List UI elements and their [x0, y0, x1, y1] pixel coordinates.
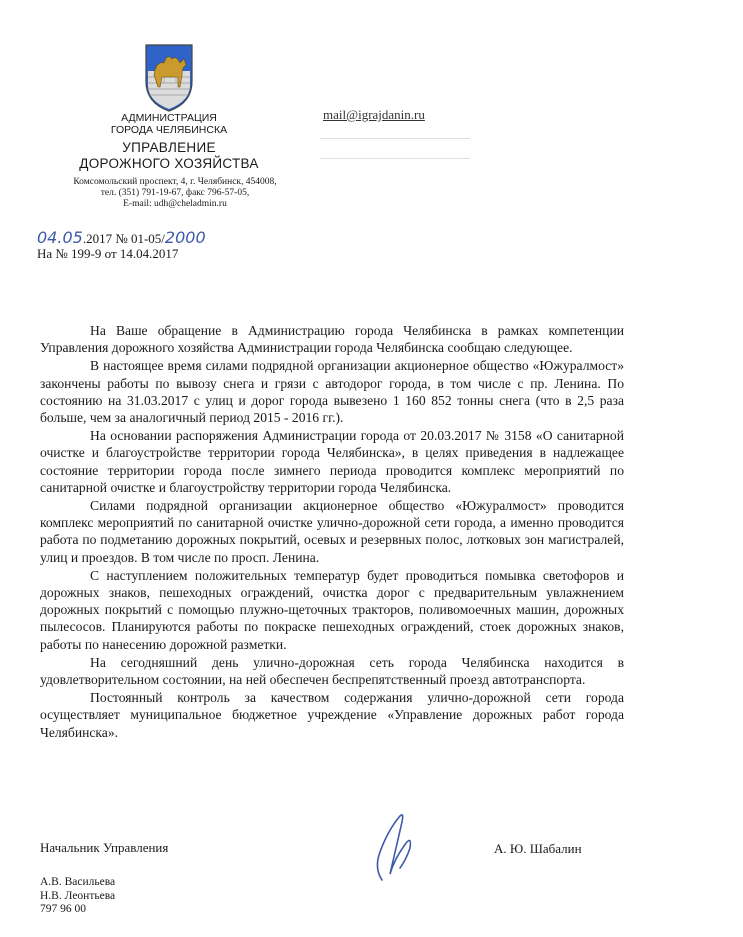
- executor-2: Н.В. Леонтьева: [40, 889, 116, 902]
- executors-block: [40, 876, 115, 917]
- paragraph-3: На основании распоряжения Администрации города от 20.03.2017 № 3158 «О санитарной очистке и благоустройстве территории города Челябинска», в целях приведения в надлежащее состояние территории города после зимнего периода проводится комплекс мероприятий по санитарной очистке и благоустройству территории города Челябинска.: [40, 428, 624, 495]
- recipient-email[interactable]: mail@igrajdanin.ru: [323, 107, 425, 122]
- department-contacts: [50, 177, 300, 210]
- department-name: [40, 140, 298, 172]
- dept-line-1: УПРАВЛЕНИЕ: [122, 140, 216, 155]
- letter-body: [40, 322, 624, 741]
- executor-1: А.В. Васильева: [40, 876, 116, 888]
- org-line-2: ГОРОДА ЧЕЛЯБИНСКА: [110, 124, 228, 136]
- date-year: .2017: [82, 231, 113, 246]
- phone-line: тел. (351) 791-19-67, факс 796-57-05,: [100, 188, 250, 198]
- faint-line: [320, 158, 470, 159]
- signatory-title: Начальник Управления: [40, 840, 169, 855]
- org-line-1: АДМИНИСТРАЦИЯ: [121, 112, 217, 124]
- org-name: [40, 112, 298, 136]
- signatory-name: А. Ю. Шабалин: [494, 841, 582, 856]
- executor-phone: 797 96 00: [40, 903, 86, 915]
- faint-line: [320, 138, 470, 139]
- incoming-reference: На № 199-9 от 14.04.2017: [37, 246, 179, 261]
- paragraph-1: На Ваше обращение в Администрацию города Челябинска в рамках компетенции Управления дорожного хозяйства Администрации города Челябинска сообщаю следующее.: [40, 323, 624, 356]
- paragraph-4: Силами подрядной организации акционерное общество «Южуралмост» проводится комплекс мероприятий по санитарной очистке улично-дорожной сети города, а именно проводится работа по подметанию дорожных покрытий, осевых и резервных полос, лотковых зон магистралей, улиц и проездов. В том числе по просп. Ленина.: [40, 498, 624, 565]
- dept-line-2: ДОРОЖНОГО ХОЗЯЙСТВА: [79, 156, 259, 171]
- number-prefix: № 01-05/: [115, 231, 165, 246]
- paragraph-2: В настоящее время силами подрядной организации акционерное общество «Южуралмост» закончены работы по вывозу снега и грязи с автодорог города, в том числе с пр. Ленина. По состоянию на 31.03.2017 с улиц и дорог города вывезено 1 160 852 тонны снега (что в 2,5 раза больше, чем за аналогичный период 2015 - 2016 гг.).: [40, 358, 624, 426]
- email-line: E-mail: udh@cheladmin.ru: [123, 199, 227, 209]
- handwritten-date: 04.05: [37, 228, 83, 247]
- paragraph-6: На сегодняшний день улично-дорожная сеть города Челябинска находится в удовлетворительном состоянии, на ней обеспечен беспрепятственный проезд автотранспорта.: [40, 654, 624, 688]
- address-line: Комсомольский проспект, 4, г. Челябинск, 454008,: [73, 177, 277, 187]
- handwritten-number: 2000: [164, 228, 206, 247]
- outgoing-reference: [37, 228, 206, 247]
- city-crest-logo: [140, 41, 198, 113]
- paragraph-7: Постоянный контроль за качеством содержания улично-дорожной сети города осуществляет муниципальное бюджетное учреждение «Управление дорожных работ города Челябинска».: [40, 690, 624, 740]
- paragraph-5: С наступлением положительных температур будет проводиться помывка светофоров и дорожных знаков, пешеходных ограждений, очистка дорог с предварительным увлажнением дорожных покрытий с помощью плужно-щеточных тракторов, поливомоечных машин, дорожных пылесосов. Планируются работы по покраске пешеходных ограждений, стоек дорожных знаков, работы по нанесению дорожной разметки.: [40, 567, 624, 652]
- handwritten-signature: [360, 808, 430, 886]
